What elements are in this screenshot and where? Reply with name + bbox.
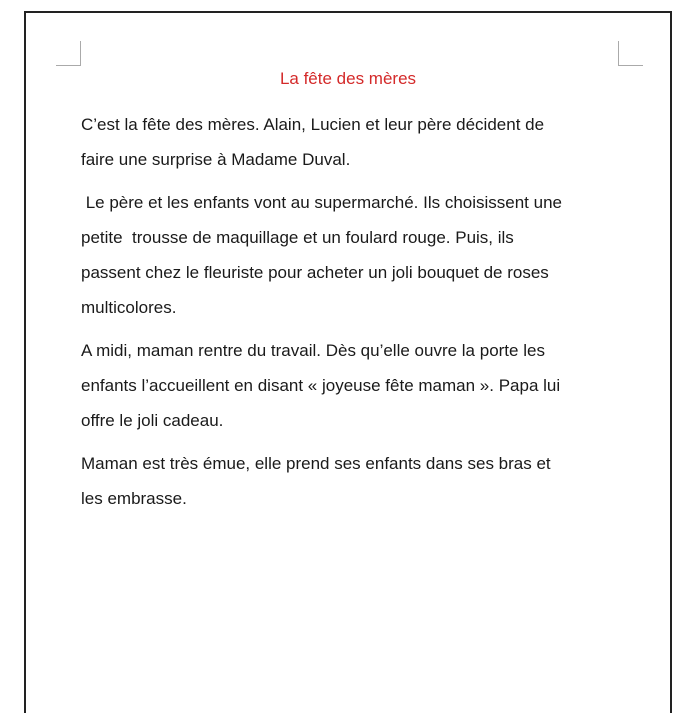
margin-corner-right bbox=[618, 41, 643, 66]
text-line: Le père et les enfants vont au supermarché. Ils choisissent une bbox=[81, 193, 562, 212]
document-page bbox=[24, 11, 672, 713]
text-line: petite trousse de maquillage et un foulard rouge. Puis, ils bbox=[81, 228, 514, 247]
text-line: faire une surprise à Madame Duval. bbox=[81, 150, 351, 169]
paragraph-2 bbox=[81, 185, 562, 325]
paragraph-1 bbox=[81, 107, 562, 177]
text-line: passent chez le fleuriste pour acheter un joli bouquet de roses bbox=[81, 263, 549, 282]
text-line: offre le joli cadeau. bbox=[81, 411, 224, 430]
text-line: multicolores. bbox=[81, 298, 177, 317]
document-title: La fête des mères bbox=[279, 69, 417, 88]
paragraph-3 bbox=[81, 333, 562, 438]
text-line: enfants l’accueillent en disant « joyeuse fête maman ». Papa lui bbox=[81, 376, 561, 395]
paragraph-4 bbox=[81, 446, 562, 516]
text-line: A midi, maman rentre du travail. Dès qu’elle ouvre la porte les bbox=[81, 341, 545, 360]
text-line: Maman est très émue, elle prend ses enfants dans ses bras et bbox=[81, 454, 551, 473]
document-body bbox=[81, 107, 562, 524]
margin-corner-left bbox=[56, 41, 81, 66]
text-line: les embrasse. bbox=[81, 489, 187, 508]
text-line: C’est la fête des mères. Alain, Lucien et leur père décident de bbox=[81, 115, 545, 134]
